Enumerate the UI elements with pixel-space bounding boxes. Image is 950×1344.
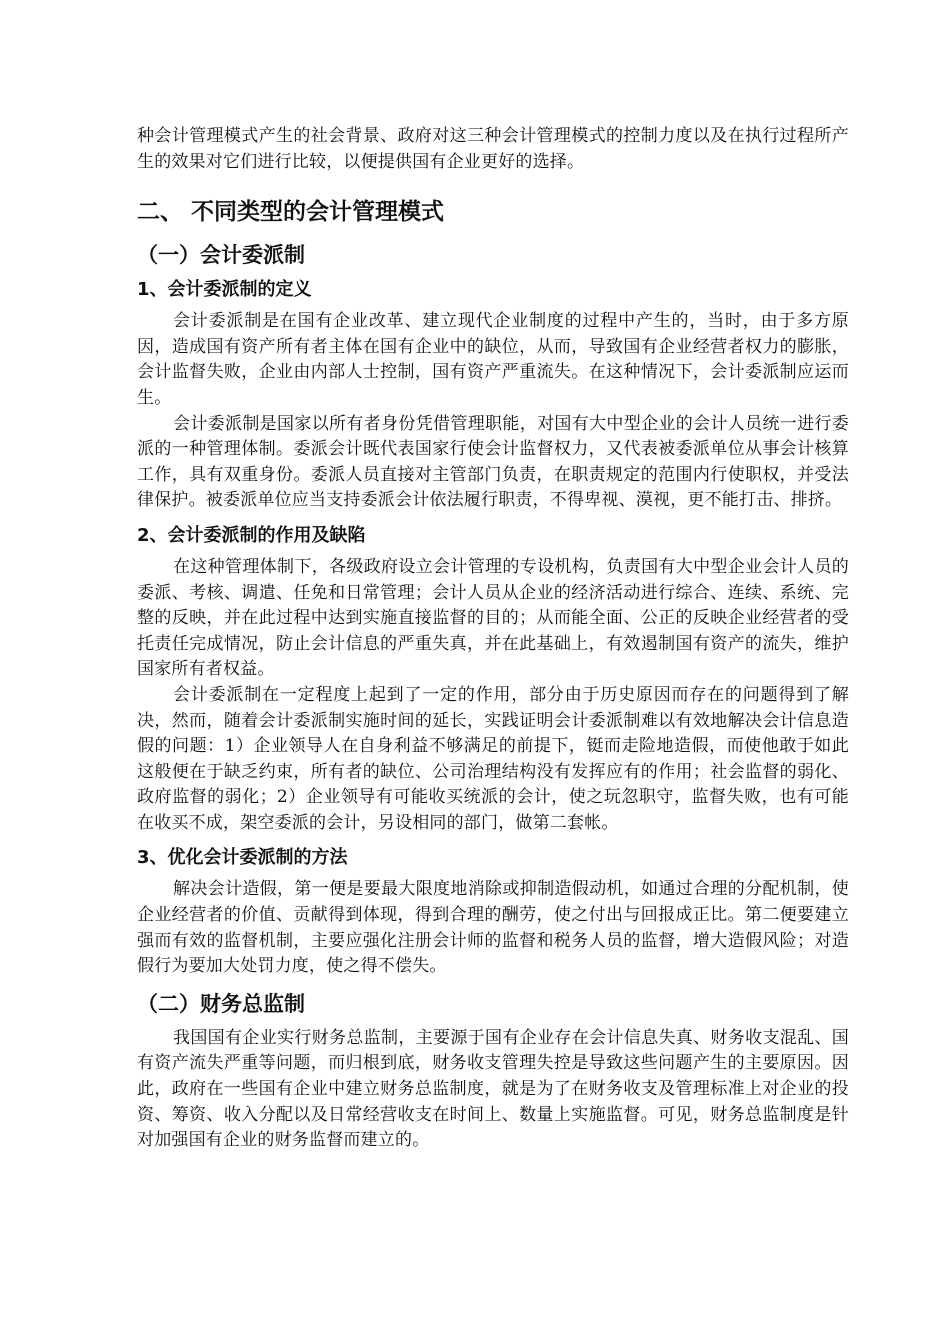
document-page: [137, 124, 849, 1154]
subsection-heading-cfo-system: （二）财务总监制: [137, 991, 305, 1016]
body-paragraph: 我国国有企业实行财务总监制，主要源于国有企业存在会计信息失真、财务收支混乱、国有资产流失严重等问题，而归根到底，财务收支管理失控是导致这些问题产生的主要原因。因此，政府在一些国有企业中建立财务总监制度，就是为了在财务收支及管理标准上对企业的投资、筹资、收入分配以及日常经营收支在时间上、数量上实施监督。可见，财务总监制度是针对加强国有企业的财务监督而建立的。: [137, 1027, 849, 1151]
body-paragraph: 在这种管理体制下，各级政府设立会计管理的专设机构，负责国有大中型企业会计人员的委派、考核、调遣、任免和日常管理；会计人员从企业的经济活动进行综合、连续、系统、完整的反映，并在此过程中达到实施直接监督的目的；从而能全面、公正的反映企业经营者的受托责任完成情况，防止会计信息的严重失真，并在此基础上，有效遏制国有资产的流失，维护国家所有者权益。: [137, 556, 849, 680]
section-heading-2: 二、 不同类型的会计管理模式: [137, 199, 445, 226]
item-heading-role-and-defects: 2、会计委派制的作用及缺陷: [137, 524, 366, 546]
body-paragraph: 会计委派制在一定程度上起到了一定的作用，部分由于历史原因而存在的问题得到了解决，然而，随着会计委派制实施时间的延长，实践证明会计委派制难以有效地解决会计信息造假的问题：1）企业领导人在自身利益不够满足的前提下，铤而走险地造假，而使他敢于如此这般便在于缺乏约束，所有者的缺位、公司治理结构没有发挥应有的作用；社会监督的弱化、政府监督的弱化；2）企业领导有可能收买统派的会计，使之玩忽职守，监督失败，也有可能在收买不成，架空委派的会计，另设相同的部门，做第二套帐。: [137, 684, 849, 833]
body-paragraph: 会计委派制是国家以所有者身份凭借管理职能，对国有大中型企业的会计人员统一进行委派的一种管理体制。委派会计既代表国家行使会计监督权力，又代表被委派单位从事会计核算工作，具有双重身份。委派人员直接对主管部门负责，在职责规定的范围内行使职权，并受法律保护。被委派单位应当支持委派会计依法履行职责，不得卑视、漠视，更不能打击、排挤。: [137, 413, 849, 511]
body-paragraph: 解决会计造假，第一便是要最大限度地消除或抑制造假动机，如通过合理的分配机制，使企业经营者的价值、贡献得到体现，得到合理的酬劳，使之付出与回报成正比。第二便要建立强而有效的监督机制，主要应强化注册会计师的监督和税务人员的监督，增大造假风险；对造假行为要加大处罚力度，使之得不偿失。: [137, 879, 849, 977]
intro-paragraph: 种会计管理模式产生的社会背景、政府对这三种会计管理模式的控制力度以及在执行过程所产生的效果对它们进行比较，以便提供国有企业更好的选择。: [137, 126, 849, 172]
item-heading-definition: 1、会计委派制的定义: [137, 279, 312, 301]
subsection-heading-accounting-assignment: （一）会计委派制: [137, 243, 305, 268]
body-paragraph: 会计委派制是在国有企业改革、建立现代企业制度的过程中产生的，当时，由于多方原因，造成国有资产所有者主体在国有企业中的缺位，从而，导致国有企业经营者权力的膨胀，会计监督失败，企业由内部人士控制，国有资产严重流失。在这种情况下，会计委派制应运而生。: [137, 311, 849, 408]
item-heading-optimization: 3、优化会计委派制的方法: [137, 847, 348, 869]
